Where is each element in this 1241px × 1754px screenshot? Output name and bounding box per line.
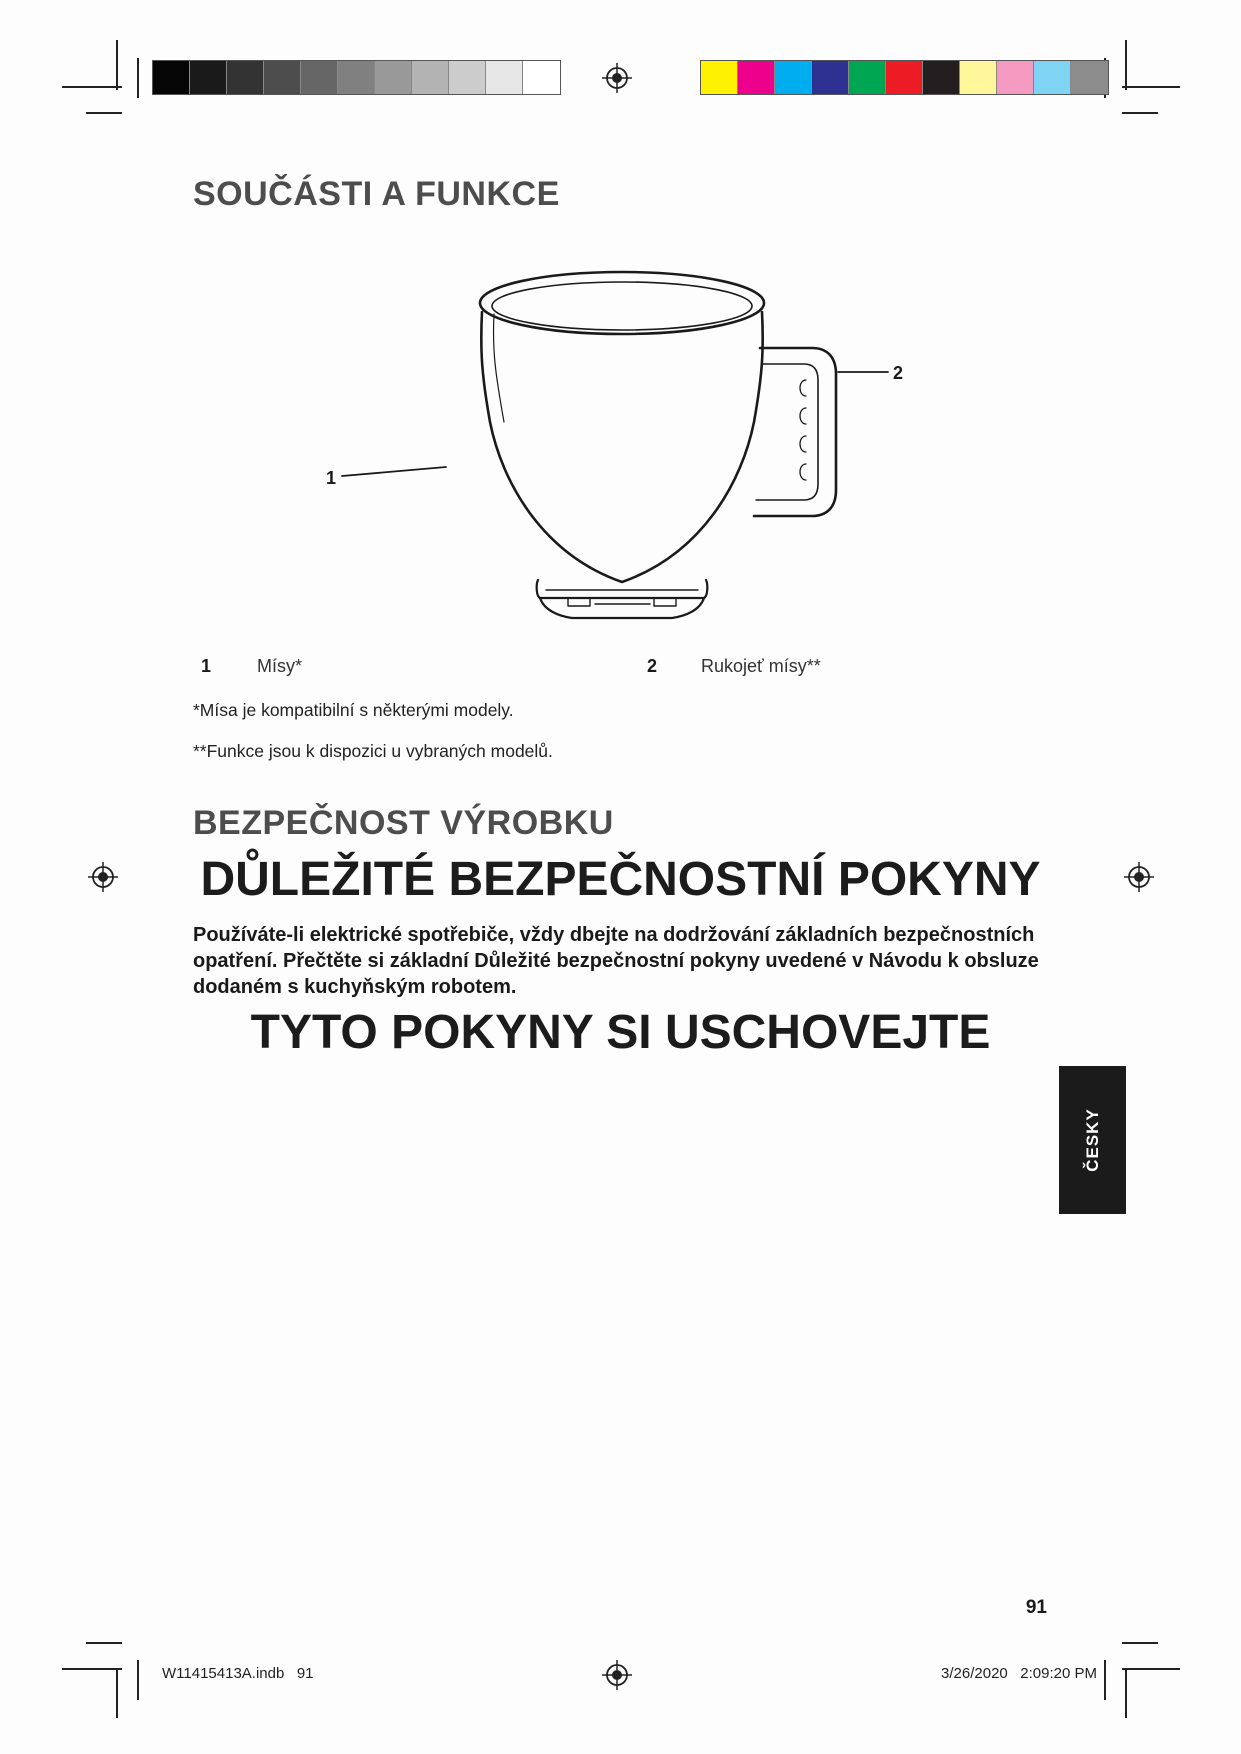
color-swatch	[701, 61, 738, 94]
color-swatch	[338, 61, 375, 94]
color-swatch	[486, 61, 523, 94]
crop-mark	[1122, 1642, 1158, 1644]
legend-number-2: 2	[647, 656, 658, 676]
color-swatch	[738, 61, 775, 94]
color-swatch	[264, 61, 301, 94]
color-swatch	[375, 61, 412, 94]
color-swatch	[449, 61, 486, 94]
crop-mark	[137, 1660, 139, 1700]
color-swatch	[190, 61, 227, 94]
legend-label-bowl-handle: Rukojeť mísy**	[701, 656, 821, 676]
safety-intro-paragraph: Používáte-li elektrické spotřebiče, vždy dbejte na dodržování základních bezpečnostních opatření. Přečtěte si základní Důležité bezpečnostní pokyny uvedené v Návodu k obsluze dodaném s kuchyňským robotem.	[193, 924, 1039, 998]
crop-mark	[1104, 1660, 1106, 1700]
crop-mark	[1125, 1668, 1127, 1718]
color-swatch	[775, 61, 812, 94]
color-swatch	[886, 61, 923, 94]
color-swatch	[1034, 61, 1071, 94]
legend-label-bowl: Mísy*	[257, 656, 302, 676]
section-title-product-safety: BEZPEČNOST VÝROBKU	[193, 804, 614, 842]
color-swatch	[301, 61, 338, 94]
legend-number-1: 1	[201, 656, 212, 676]
color-swatch	[849, 61, 886, 94]
process-color-bar	[700, 60, 1109, 95]
callout-1: 1	[326, 468, 337, 488]
crop-mark	[62, 1668, 122, 1670]
color-swatch	[923, 61, 960, 94]
page-number: 91	[1025, 1597, 1047, 1618]
color-swatch	[960, 61, 997, 94]
color-swatch	[412, 61, 449, 94]
crop-mark	[1125, 40, 1127, 90]
crop-mark	[116, 40, 118, 90]
callout-2: 2	[893, 363, 904, 383]
crop-mark	[86, 1642, 122, 1644]
color-swatch	[153, 61, 190, 94]
language-tab-label: ČESKY	[1082, 1108, 1102, 1172]
crop-mark	[1122, 86, 1180, 88]
bowl-illustration	[310, 262, 930, 632]
section-title-parts: SOUČÁSTI A FUNKCE	[193, 175, 560, 213]
footnote-features: **Funkce jsou k dispozici u vybraných modelů.	[193, 741, 553, 761]
color-swatch	[523, 61, 560, 94]
crop-mark	[62, 86, 122, 88]
save-instructions-heading: TYTO POKYNY SI USCHOVEJTE	[250, 1006, 991, 1059]
color-swatch	[997, 61, 1034, 94]
footer-file-name: W11415413A.indb 91	[162, 1665, 314, 1682]
color-swatch	[1071, 61, 1108, 94]
crop-mark	[116, 1668, 118, 1718]
registration-mark-icon	[602, 63, 632, 93]
important-safety-heading: DŮLEŽITÉ BEZPEČNOSTNÍ POKYNY	[200, 853, 1041, 906]
color-swatch	[812, 61, 849, 94]
crop-mark	[1122, 112, 1158, 114]
language-tab	[1059, 1066, 1126, 1214]
crop-mark	[86, 112, 122, 114]
crop-mark	[137, 58, 139, 98]
grayscale-color-bar	[152, 60, 561, 95]
footnote-compatibility: *Mísa je kompatibilní s některými modely.	[193, 700, 514, 720]
registration-mark-icon	[602, 1660, 632, 1690]
color-swatch	[227, 61, 264, 94]
crop-mark	[1122, 1668, 1180, 1670]
footer-timestamp: 3/26/2020 2:09:20 PM	[941, 1665, 1097, 1682]
